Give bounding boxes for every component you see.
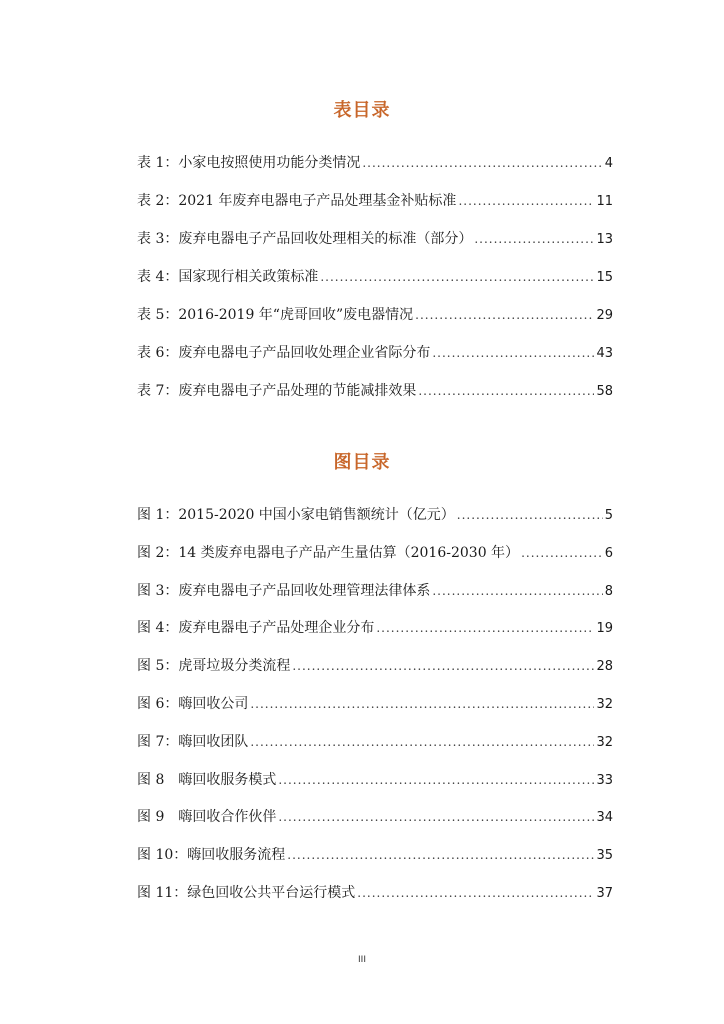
toc-entry-label: 表 6：废弃电器电子产品回收处理企业省际分布 (137, 345, 431, 361)
toc-entry-label: 表 7：废弃电器电子产品处理的节能减排效果 (137, 383, 417, 399)
toc-entry-page: 43 (596, 346, 613, 361)
toc-entry-label: 图 6：嗨回收公司 (137, 695, 249, 712)
toc-entry-table-3[interactable] (137, 230, 613, 249)
toc-entry-page: 4 (604, 156, 613, 171)
tables-heading: 表目录 (333, 100, 391, 121)
toc-entry-label: 图 1：2015-2020 中国小家电销售额统计（亿元） (137, 507, 455, 523)
toc-entry-page: 29 (596, 308, 613, 323)
toc-entry-label: 表 5：2016-2019 年“虎哥回收”废电器情况 (137, 307, 414, 323)
toc-leader-dots (418, 382, 594, 401)
toc-entry-page: 35 (596, 848, 613, 864)
toc-entry-label: 图 2：14 类废弃电器电子产品产生量估算（2016-2030 年） (137, 544, 520, 561)
toc-leader-dots (320, 268, 594, 287)
toc-leader-dots (362, 154, 602, 173)
toc-entry-figure-5[interactable] (137, 657, 613, 676)
toc-entry-page: 15 (596, 270, 613, 285)
toc-entry-page: 37 (596, 885, 613, 901)
toc-entry-figure-9[interactable] (137, 808, 613, 827)
toc-entry-figure-2[interactable] (137, 544, 613, 563)
toc-entry-page: 8 (604, 583, 613, 599)
toc-entry-page: 32 (596, 696, 613, 712)
toc-entry-page: 33 (596, 772, 613, 788)
toc-leader-dots (415, 306, 594, 325)
toc-leader-dots (458, 192, 594, 211)
toc-entry-label: 图 10：嗨回收服务流程 (137, 847, 286, 864)
toc-leader-dots (521, 544, 603, 563)
toc-entry-label: 图 8 嗨回收服务模式 (137, 771, 277, 788)
toc-entry-page: 28 (596, 659, 613, 675)
toc-entry-page: 32 (596, 734, 613, 750)
toc-entry-table-5[interactable] (137, 306, 613, 325)
figures-heading: 图目录 (333, 452, 391, 473)
toc-entry-table-6[interactable] (137, 344, 613, 363)
toc-leader-dots (357, 884, 594, 903)
toc-leader-dots (250, 733, 594, 752)
toc-entry-label: 图 11：绿色回收公共平台运行模式 (137, 884, 356, 901)
toc-leader-dots (250, 695, 594, 714)
toc-entry-table-7[interactable] (137, 382, 613, 401)
toc-entry-page: 13 (596, 232, 613, 247)
toc-leader-dots (278, 771, 594, 790)
toc-entry-label: 表 3：废弃电器电子产品回收处理相关的标准（部分） (137, 231, 473, 247)
toc-entry-figure-7[interactable] (137, 733, 613, 752)
toc-entry-page: 6 (604, 545, 613, 561)
toc-leader-dots (292, 657, 594, 676)
toc-entry-label: 图 4：废弃电器电子产品处理企业分布 (137, 620, 375, 637)
toc-leader-dots (432, 582, 602, 601)
figures-toc-list (137, 506, 613, 922)
toc-leader-dots (376, 619, 594, 638)
toc-entry-table-1[interactable] (137, 154, 613, 173)
toc-entry-page: 34 (596, 810, 613, 826)
tables-toc-list (137, 154, 613, 420)
toc-entry-label: 图 5：虎哥垃圾分类流程 (137, 658, 291, 675)
toc-entry-figure-6[interactable] (137, 695, 613, 714)
toc-leader-dots (474, 230, 594, 249)
toc-entry-page: 5 (604, 508, 613, 523)
toc-leader-dots (287, 846, 594, 865)
toc-leader-dots (278, 808, 594, 827)
toc-entry-label: 图 3：废弃电器电子产品回收处理管理法律体系 (137, 582, 431, 599)
toc-entry-table-2[interactable] (137, 192, 613, 211)
toc-entry-figure-3[interactable] (137, 582, 613, 601)
toc-entry-label: 表 1：小家电按照使用功能分类情况 (137, 155, 361, 171)
toc-entry-figure-11[interactable] (137, 884, 613, 903)
toc-entry-table-4[interactable] (137, 268, 613, 287)
toc-entry-page: 11 (596, 194, 613, 209)
toc-entry-label: 表 4：国家现行相关政策标准 (137, 269, 319, 285)
toc-leader-dots (432, 344, 594, 363)
toc-entry-label: 图 9 嗨回收合作伙伴 (137, 809, 277, 826)
toc-entry-figure-10[interactable] (137, 846, 613, 865)
toc-leader-dots (457, 506, 603, 525)
page-number: III (358, 955, 366, 965)
toc-entry-label: 表 2：2021 年废弃电器电子产品处理基金补贴标准 (137, 193, 457, 209)
toc-entry-page: 58 (596, 384, 613, 399)
toc-entry-page: 19 (596, 621, 613, 637)
toc-entry-figure-4[interactable] (137, 619, 613, 638)
toc-entry-figure-1[interactable] (137, 506, 613, 525)
toc-entry-figure-8[interactable] (137, 771, 613, 790)
toc-entry-label: 图 7：嗨回收团队 (137, 733, 249, 750)
